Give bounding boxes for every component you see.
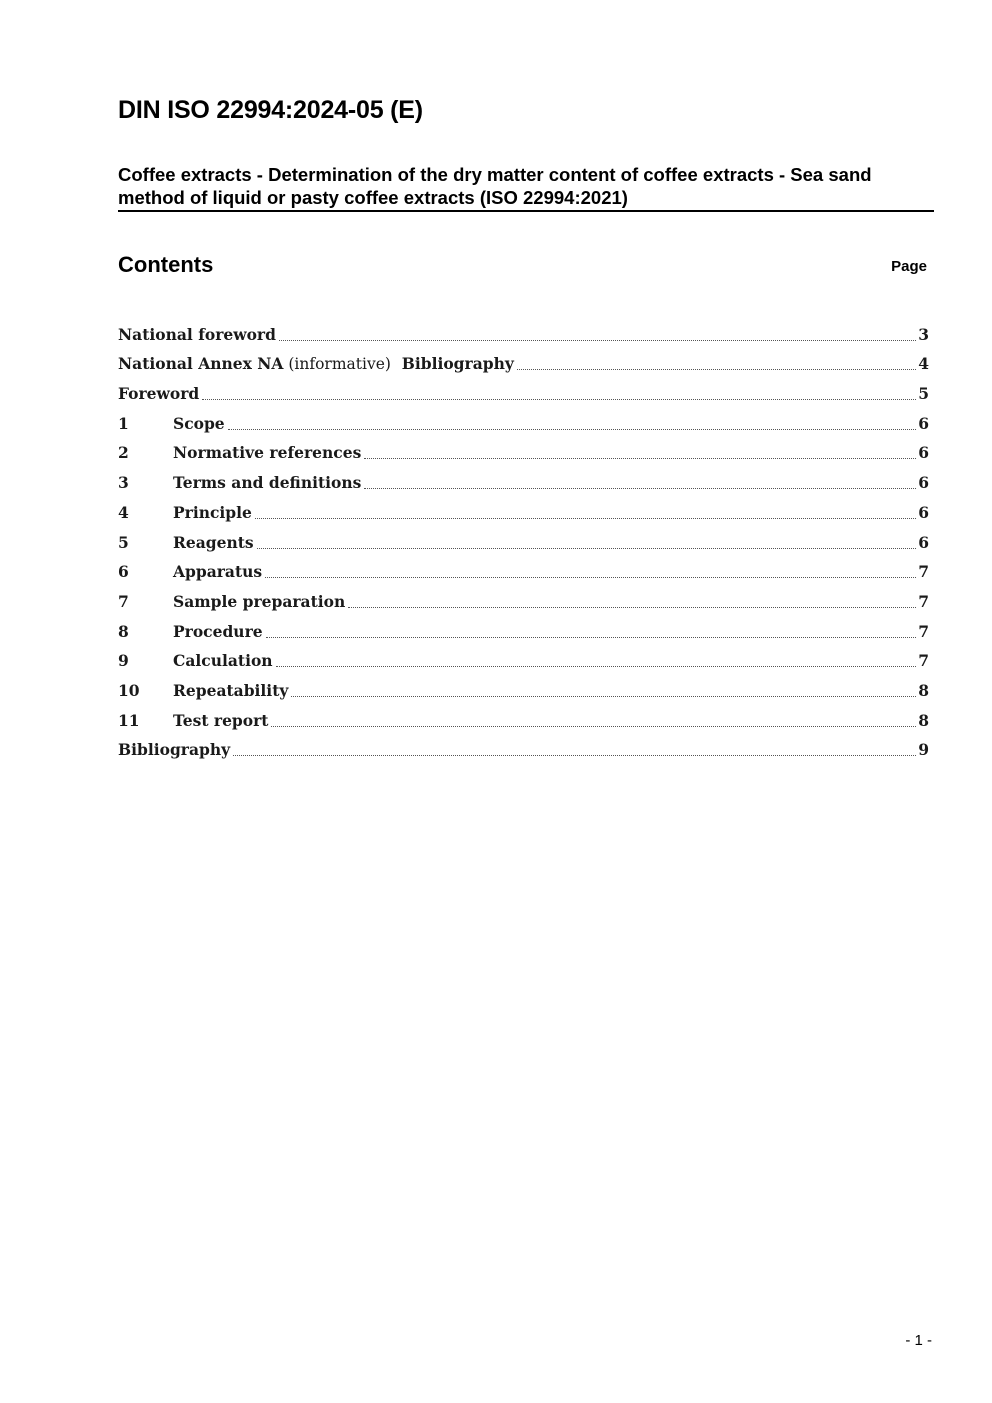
- toc-entry-page: 7: [918, 591, 929, 611]
- toc-entry-number: 7: [118, 591, 129, 611]
- toc-entry-scope[interactable]: [118, 405, 929, 435]
- toc-dot-leader: [276, 665, 917, 667]
- toc-entry-title-informative: (informative): [283, 355, 391, 374]
- toc-dot-leader: [228, 428, 917, 430]
- toc-entry-number: 4: [118, 502, 129, 522]
- toc-entry-number: 2: [118, 443, 129, 463]
- toc-entry-calculation[interactable]: [118, 643, 929, 673]
- toc-dot-leader: [364, 457, 916, 459]
- toc-entry-number: 11: [118, 710, 140, 730]
- toc-dot-leader: [517, 368, 916, 370]
- contents-heading: Contents: [118, 252, 214, 277]
- toc-entry-title: Procedure: [173, 621, 263, 641]
- toc-dot-leader: [233, 754, 916, 756]
- toc-entry-number: 1: [118, 413, 129, 433]
- toc-entry-page: 6: [918, 473, 929, 493]
- table-of-contents: [118, 316, 929, 761]
- toc-entry-number: 5: [118, 532, 129, 552]
- toc-entry-title: Scope: [173, 413, 225, 433]
- toc-entry-title: Reagents: [173, 532, 254, 552]
- toc-entry-page: 6: [918, 502, 929, 522]
- toc-entry-title: Sample preparation: [173, 591, 346, 611]
- toc-entry-title: National foreword: [118, 324, 276, 344]
- toc-entry-title: Normative references: [173, 443, 362, 463]
- toc-entry-test-report[interactable]: [118, 702, 929, 732]
- toc-entry-national-foreword[interactable]: [118, 316, 929, 346]
- toc-dot-leader: [364, 487, 916, 489]
- toc-dot-leader: [266, 636, 917, 638]
- toc-entry-procedure[interactable]: [118, 613, 929, 643]
- toc-entry-principle[interactable]: [118, 494, 929, 524]
- toc-entry-page: 4: [918, 354, 929, 374]
- toc-dot-leader: [257, 547, 917, 549]
- toc-dot-leader: [271, 725, 916, 727]
- toc-entry-foreword[interactable]: [118, 375, 929, 405]
- toc-entry-title: National Annex NA: [118, 354, 284, 374]
- toc-dot-leader: [265, 576, 916, 578]
- toc-entry-number: 9: [118, 651, 129, 671]
- document-id: DIN ISO 22994:2024-05 (E): [118, 96, 423, 124]
- toc-dot-leader: [202, 398, 916, 400]
- toc-entry-title: Principle: [173, 502, 252, 522]
- toc-entry-page: 6: [918, 443, 929, 463]
- toc-entry-page: 8: [918, 710, 929, 730]
- toc-entry-apparatus[interactable]: [118, 554, 929, 584]
- toc-entry-page: 6: [918, 532, 929, 552]
- toc-dot-leader: [279, 339, 916, 341]
- toc-entry-title: Foreword: [118, 384, 200, 404]
- toc-entry-title: Apparatus: [173, 562, 263, 582]
- toc-entry-number: 6: [118, 562, 129, 582]
- toc-dot-leader: [291, 695, 916, 697]
- toc-entry-title: Calculation: [173, 651, 273, 671]
- toc-entry-reagents[interactable]: [118, 524, 929, 554]
- toc-entry-page: 9: [918, 740, 929, 760]
- toc-entry-bibliography[interactable]: [118, 732, 929, 762]
- page-column-heading: Page: [891, 258, 927, 275]
- toc-entry-number: 10: [118, 680, 140, 700]
- toc-entry-number: 3: [118, 473, 129, 493]
- toc-entry-page: 3: [918, 324, 929, 344]
- toc-entry-page: 7: [918, 651, 929, 671]
- toc-entry-national-annex-na[interactable]: [118, 346, 929, 376]
- toc-entry-repeatability[interactable]: [118, 672, 929, 702]
- toc-entry-normative-references[interactable]: [118, 435, 929, 465]
- toc-entry-page: 7: [918, 562, 929, 582]
- toc-entry-page: 6: [918, 413, 929, 433]
- toc-entry-number: 8: [118, 621, 129, 641]
- page-number: - 1 -: [905, 1332, 932, 1349]
- toc-entry-page: 7: [918, 621, 929, 641]
- toc-entry-page: 5: [918, 384, 929, 404]
- toc-entry-terms-and-definitions[interactable]: [118, 464, 929, 494]
- toc-entry-title: Terms and definitions: [173, 473, 362, 493]
- toc-entry-title: Test report: [173, 710, 269, 730]
- toc-dot-leader: [255, 517, 916, 519]
- toc-entry-title: Repeatability: [173, 680, 289, 700]
- toc-dot-leader: [348, 606, 916, 608]
- toc-entry-sample-preparation[interactable]: [118, 583, 929, 613]
- document-title: Coffee extracts - Determination of the dry matter content of coffee extracts - Sea sand method of liquid or pasty coffee extracts (ISO 22994:2021): [118, 163, 934, 212]
- toc-entry-title: Bibliography: [118, 740, 231, 760]
- toc-entry-title-bibliography: Bibliography: [390, 354, 514, 374]
- toc-entry-page: 8: [918, 680, 929, 700]
